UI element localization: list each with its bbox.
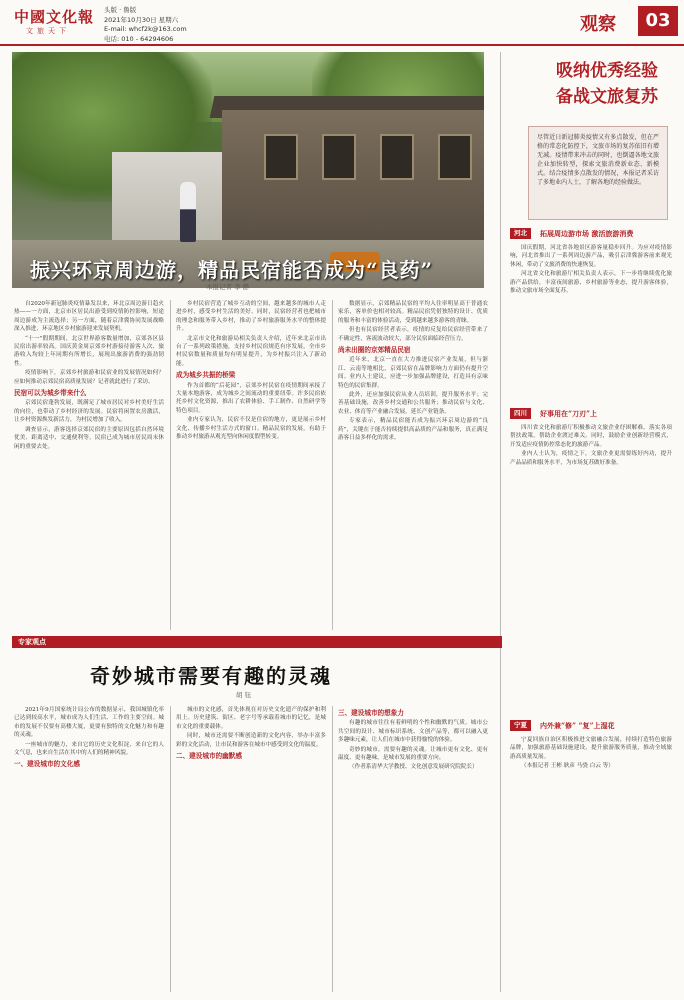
side-section-sichuan <box>510 424 672 600</box>
photo-window <box>264 134 298 180</box>
main-article-column-2 <box>176 300 326 630</box>
paragraph: 业内人士认为，疫情之下，文旅企业更需要练好内功，提升产品品质和服务水平，为市场复苏做好准备。 <box>510 451 672 466</box>
paragraph: 国庆假期，河北省各地景区游客量稳步回升。为应对疫情影响，河北省推出了一系列周边游产品，吸引京津冀游客前来观光休闲，带动了文旅消费的快速恢复。 <box>510 245 672 268</box>
subheading: 一、建设城市的文化感 <box>14 760 80 769</box>
paragraph: 宁夏回族自治区积极推进文旅融合发展，持续打造特色旅游品牌，加强旅游基础设施建设，提升旅游服务质量，推动全域旅游高质量发展。 <box>510 737 672 760</box>
main-article-photo <box>12 52 484 288</box>
contact-phone: 电话: 010 - 64294606 <box>104 34 174 43</box>
paragraph: 同时，城市还需要不断创造新的文化内容，举办丰富多彩的文化活动，让市民和游客在城市中感受到文化的温度。 <box>176 733 326 748</box>
paragraph: （本报记者 王彬 耿彦 马骁 白云 等） <box>521 763 614 770</box>
column-divider <box>170 300 171 630</box>
side-title-line-1: 吸纳优秀经验 <box>556 61 658 81</box>
paragraph: 2021年9月国家统计局公布的数据显示，我国城镇化率已达到较高水平，城市成为人们生活、工作的主要空间。城市的发展不仅要有高楼大厦，更要有独特的文化魅力和有趣的灵魂。 <box>14 707 164 739</box>
region-section-title: 好事用在“刀刃”上 <box>540 409 598 418</box>
newspaper-logo-subtitle: 文旅天下 <box>26 27 70 35</box>
paragraph: 自2020年新冠肺炎疫情暴发以来，环北京周边游日趋火热——一方面，北京市区居民出游受到疫情防控影响，短途周边游成为主流选择；另一方面，随着京津冀协同发展战略深入推进，环京地区乡村旅游迎来发展契机。 <box>14 301 164 333</box>
subheading: 三、建设城市的想象力 <box>338 709 404 717</box>
paragraph: 调查显示，游客选择京郊民宿的主要原因包括自然环境优美、距离适中、交通便利等，民宿已成为城市居民周末休闲的重要去处。 <box>14 426 164 450</box>
paragraph: 疫情影响下，京郊乡村旅游和民宿业的发展情况如何？应如何推动京郊民宿高质量发展？记者就此进行了采访。 <box>14 370 164 385</box>
column-divider <box>332 706 333 992</box>
section-name: 观察 <box>580 14 616 35</box>
subheading: 二、建设城市的幽默感 <box>176 752 242 761</box>
paragraph: 京郊民宿蓬勃发展，既满足了城市居民对乡村美好生活的向往，也带动了乡村经济的发展。民宿将闲置农房激活，让乡村资源焕发新活力，为村民增加了收入。 <box>14 400 164 424</box>
paragraph: 业内专家认为，民宿不仅是住宿的地方，更是展示乡村文化、传播乡村生活方式的窗口。精品民宿的发展，有助于推动乡村旅游从观光型向休闲度假型转变。 <box>176 417 326 441</box>
edition-label: 头版 · 鲁版 <box>104 6 137 14</box>
paragraph: 有趣的城市往往有着鲜明的个性和幽默的气质。城市公共空间的设计、城市标识系统、文创产品等，都可以融入更多趣味元素，让人们在城市中获得愉悦的体验。 <box>338 720 488 744</box>
main-article-column-1 <box>14 300 164 630</box>
subheading: 尚未出圈的京郊精品民宿 <box>338 346 411 355</box>
paragraph: 专家表示，精品民宿能否成为振兴环京周边游的“良药”，关键在于能否持续提供高品质的产品和服务，真正满足游客日益多样化的需求。 <box>338 418 488 442</box>
main-article-column-3 <box>338 300 488 630</box>
paragraph: 奇妙的城市，需要有趣的灵魂。让城市更有文化、更有温度、更有趣味，是城市发展的重要方向。 <box>338 746 488 762</box>
side-section-hebei <box>510 244 672 404</box>
page-number: 03 <box>638 6 678 36</box>
paragraph: 城市的文化感，首先体现在对历史文化遗产的保护和利用上。历史建筑、街区、老字号等承载着城市的记忆，是城市文化的重要载体。 <box>176 707 326 730</box>
paragraph: 一座城市的魅力，来自它的历史文化积淀，来自它的人文气息，也来自生活在其中的人们的精神风貌。 <box>14 741 164 757</box>
bottom-article-column-2 <box>176 706 326 992</box>
bottom-article-column-1 <box>14 706 164 992</box>
main-headline: 振兴环京周边游，精品民宿能否成为“良药” <box>30 258 434 282</box>
paragraph: 作为首都的“后花园”，京郊乡村民宿在疫情期间承接了大量本地游客，成为城乡之间流动的重要纽带。许多民宿依托乡村文化资源，推出了农耕体验、手工制作、自然研学等特色项目。 <box>176 382 326 414</box>
bottom-headline: 奇妙城市需要有趣的灵魂 <box>90 664 332 688</box>
paragraph: 四川省文化和旅游厅积极推动文旅企业纾困解难，落实各项帮扶政策，帮助企业渡过难关。同时，鼓励企业创新经营模式，开发适应疫情防控常态化的旅游产品。 <box>510 425 672 448</box>
photo-window <box>380 134 414 180</box>
subheading: 成为城乡共振的桥梁 <box>176 371 236 380</box>
main-byline: 本报记者 李 静 <box>206 283 250 291</box>
side-section-ningxia <box>510 736 672 992</box>
region-section-title: 拓展周边游市场 激活旅游消费 <box>540 229 634 238</box>
paragraph: 北京市文化和旅游局相关负责人介绍，近年来北京市出台了一系列政策措施，支持乡村民宿规范有序发展，全市乡村民宿数量和质量均有明显提升，为乡村振兴注入了新动能。 <box>176 335 326 367</box>
region-tag-ningxia: 宁夏 <box>510 720 531 731</box>
region-section-title: 内外兼“修” “复”上湿花 <box>540 721 615 730</box>
paragraph: 此外，还应加强民宿从业人员培训，提升服务水平；完善基础设施，改善乡村交通和公共服务；推动民宿与文化、农业、体育等产业融合发展，延长产业链条。 <box>338 392 488 415</box>
column-divider <box>332 300 333 630</box>
region-tag-sichuan: 四川 <box>510 408 531 419</box>
photo-window <box>322 134 356 180</box>
paragraph: “十一”假期期间，北京世界游客数量增加，京郊各区县民宿出游率较高。国庆黄金周京郊乡村游接待游客人次、旅游收入均较上年同期有所增长，展现出旅游消费的强劲韧性。 <box>14 335 164 367</box>
column-divider <box>170 706 171 992</box>
masthead <box>0 0 684 46</box>
region-tag-hebei: 河北 <box>510 228 531 239</box>
photo-window <box>438 134 472 180</box>
issue-date: 2021年10月30日 星期六 <box>104 15 179 24</box>
paragraph: 近年来，北京一直在大力推进民宿产业发展，但与浙江、云南等地相比，京郊民宿在品牌影响力方面仍有提升空间。业内人士建议，应进一步加强品牌建设，打造具有京味特色的民宿集群。 <box>338 357 488 389</box>
paragraph: 但也有民宿经营者表示，疫情的反复给民宿经营带来了不确定性，客流波动较大，部分民宿面临经营压力。 <box>338 327 488 342</box>
side-title-line-2: 备战文旅复苏 <box>556 87 658 107</box>
paragraph: （作者系清华大学教授、文化创意发展研究院院长） <box>349 764 478 771</box>
bottom-article-column-3 <box>338 706 488 992</box>
photo-person <box>180 182 196 242</box>
masthead-info <box>104 6 187 44</box>
expert-view-band: 专家观点 <box>12 636 502 648</box>
paragraph: 乡村民宿营造了城乡互动的空间，越来越多的城市人走进乡村，感受乡村生活的美好。同时，民宿经营者也把城市的理念和服务带入乡村，推动了乡村旅游服务水平的整体提升。 <box>176 301 326 333</box>
newspaper-logo: 中國文化報 <box>14 8 95 26</box>
subheading: 民宿可以为城乡带来什么 <box>14 389 87 398</box>
paragraph: 河北省文化和旅游厅相关负责人表示，下一步将继续优化旅游产品供给，丰富夜间旅游、乡村旅游等业态，提升游客体验，推动文旅市场全面复苏。 <box>510 271 672 295</box>
section-divider <box>500 52 501 992</box>
contact-email: E-mail: whcf2k@163.com <box>104 25 187 33</box>
side-article-title <box>556 58 666 110</box>
editor-note-box: 尽管近日新冠肺炎疫情又有多点散发，但在严格的常态化防控下，文旅市场的复苏依旧有增无减。疫情带来冲击的同时，也倒逼各地文旅企业加快转型，探索文旅消费新业态、新模式。结合疫情多点散发的情况，本报记者采访了多地业内人士，了解各地的经验做法。 <box>528 126 668 220</box>
bottom-byline: 胡 钰 <box>236 691 252 699</box>
paragraph: 数据显示，京郊精品民宿的平均入住率明显高于普通农家乐，客单价也相对较高。精品民宿凭借独特的设计、优质的服务和丰富的体验活动，受到越来越多游客的青睐。 <box>338 301 488 324</box>
